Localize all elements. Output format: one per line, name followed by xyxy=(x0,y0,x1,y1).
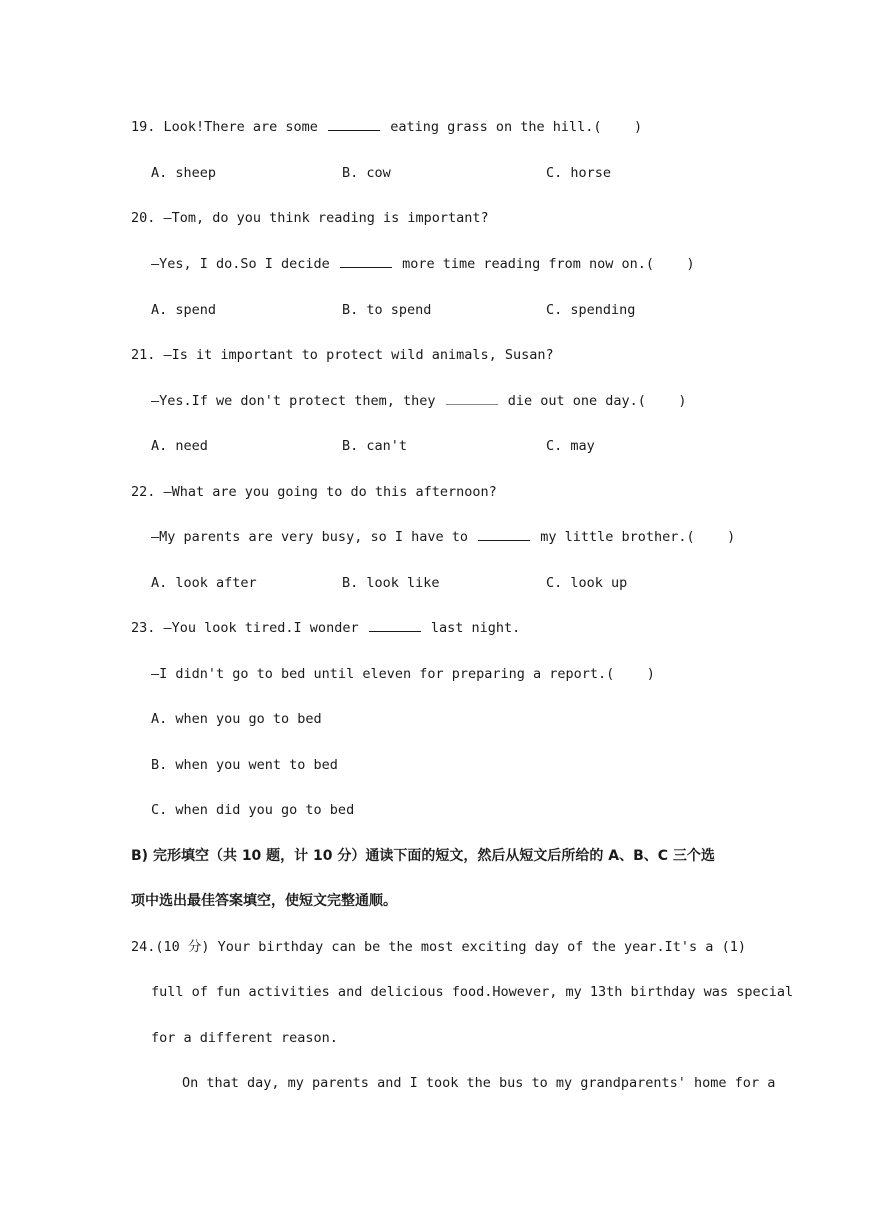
q23-text-after: last night. xyxy=(422,620,521,636)
q21-text-before: —Yes.If we don't protect them, they xyxy=(151,393,444,409)
q21-option-b: B. can't xyxy=(342,438,408,454)
q22-option-c: C. look up xyxy=(546,575,628,591)
q22-text-after: my little brother.( ) xyxy=(532,529,736,545)
q22-blank xyxy=(478,528,530,541)
q20-answer-line xyxy=(151,255,695,273)
q22-option-b: B. look like xyxy=(342,575,440,591)
q20-option-b: B. to spend xyxy=(342,302,432,318)
q19-blank xyxy=(328,118,380,131)
q20-option-c: C. spending xyxy=(546,302,636,318)
q23-text-before: 23. —You look tired.I wonder xyxy=(131,620,367,636)
q20-text-after: more time reading from now on.( ) xyxy=(393,256,695,272)
q24-passage-line3: for a different reason. xyxy=(151,1030,338,1046)
q23-option-c: C. when did you go to bed xyxy=(151,802,355,818)
q24-passage-line1: 24.(10 分) Your birthday can be the most exciting day of the year.It's a (1) xyxy=(131,939,746,955)
q24-passage-line4: On that day, my parents and I took the bus to my grandparents' home for a xyxy=(182,1075,776,1091)
q22-text-before: —My parents are very busy, so I have to xyxy=(151,529,477,545)
q21-stem: 21. —Is it important to protect wild animals, Susan? xyxy=(131,347,554,363)
q23-option-a: A. when you go to bed xyxy=(151,711,322,727)
q23-blank xyxy=(369,619,421,632)
q22-answer-line xyxy=(151,528,735,546)
q23-stem xyxy=(131,619,520,637)
q19-text-before: 19. Look!There are some xyxy=(131,119,327,135)
q19-option-c: C. horse xyxy=(546,165,612,181)
q19-text-after: eating grass on the hill.( ) xyxy=(382,119,643,135)
q21-option-c: C. may xyxy=(546,438,595,454)
section-b-instructions-line2: 项中选出最佳答案填空，使短文完整通顺。 xyxy=(131,893,397,909)
q21-text-after: die out one day.( ) xyxy=(499,393,687,409)
q21-blank xyxy=(446,392,498,405)
q23-answer-line: —I didn't go to bed until eleven for preparing a report.( ) xyxy=(151,666,655,682)
q20-blank xyxy=(340,255,392,268)
q22-stem: 22. —What are you going to do this afternoon? xyxy=(131,484,497,500)
q19-stem xyxy=(131,118,642,136)
q20-option-a: A. spend xyxy=(151,302,217,318)
q21-option-a: A. need xyxy=(151,438,208,454)
section-b-instructions-line1: B) 完形填空（共 10 题，计 10 分）通读下面的短文，然后从短文后所给的 A、B、C 三个选 xyxy=(131,848,715,864)
q20-stem: 20. —Tom, do you think reading is important? xyxy=(131,210,489,226)
q19-option-a: A. sheep xyxy=(151,165,217,181)
q23-option-b: B. when you went to bed xyxy=(151,757,338,773)
q20-text-before: —Yes, I do.So I decide xyxy=(151,256,338,272)
q22-option-a: A. look after xyxy=(151,575,257,591)
q24-passage-line2: full of fun activities and delicious food.However, my 13th birthday was special xyxy=(151,984,794,1000)
q21-answer-line xyxy=(151,392,687,410)
q19-option-b: B. cow xyxy=(342,165,391,181)
